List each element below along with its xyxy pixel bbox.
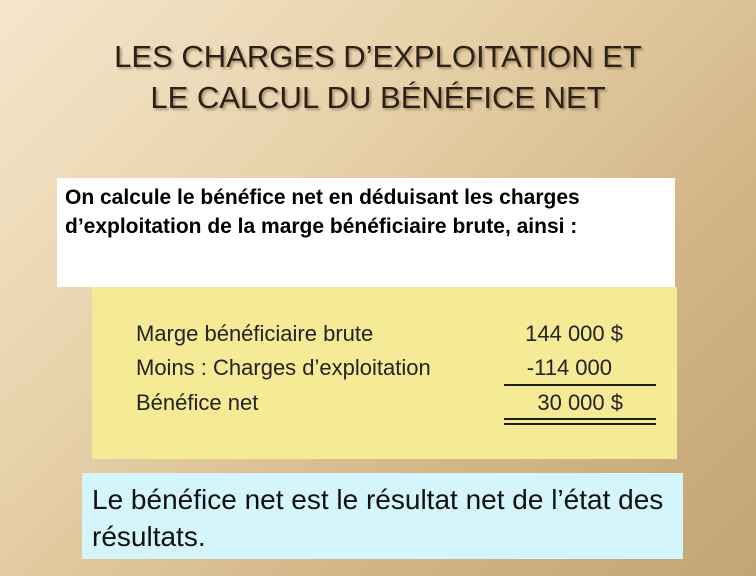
total-double-rule-top [504, 418, 656, 420]
calc-label: Moins : Charges d’exploitation [136, 355, 431, 380]
calc-row-gross-margin [136, 319, 656, 349]
intro-text: On calcule le bénéfice net en déduisant les charges d’exploitation de la marge bénéficiaire brute, ainsi : [65, 186, 580, 238]
subtotal-rule [504, 384, 656, 386]
slide-title [30, 36, 726, 118]
calc-row-net-income [136, 388, 656, 418]
calc-amount: -114 000 [526, 355, 612, 380]
calc-row-operating-expenses [136, 353, 656, 383]
total-double-rule-bottom [504, 423, 656, 425]
slide-title-line-1: LES CHARGES D’EXPLOITATION ET [114, 39, 642, 74]
intro-box [57, 178, 675, 287]
calc-label: Marge bénéficiaire brute [136, 321, 374, 346]
conclusion-text: Le bénéfice net est le résultat net de l’état des résultats. [92, 484, 664, 552]
calc-amount: 30 000 $ [537, 390, 623, 415]
slide-title-line-2: LE CALCUL DU BÉNÉFICE NET [150, 80, 606, 115]
conclusion-box [82, 473, 683, 559]
calc-label: Bénéfice net [136, 390, 259, 415]
calc-amount: 144 000 $ [525, 321, 623, 346]
calculation-box [92, 287, 677, 459]
